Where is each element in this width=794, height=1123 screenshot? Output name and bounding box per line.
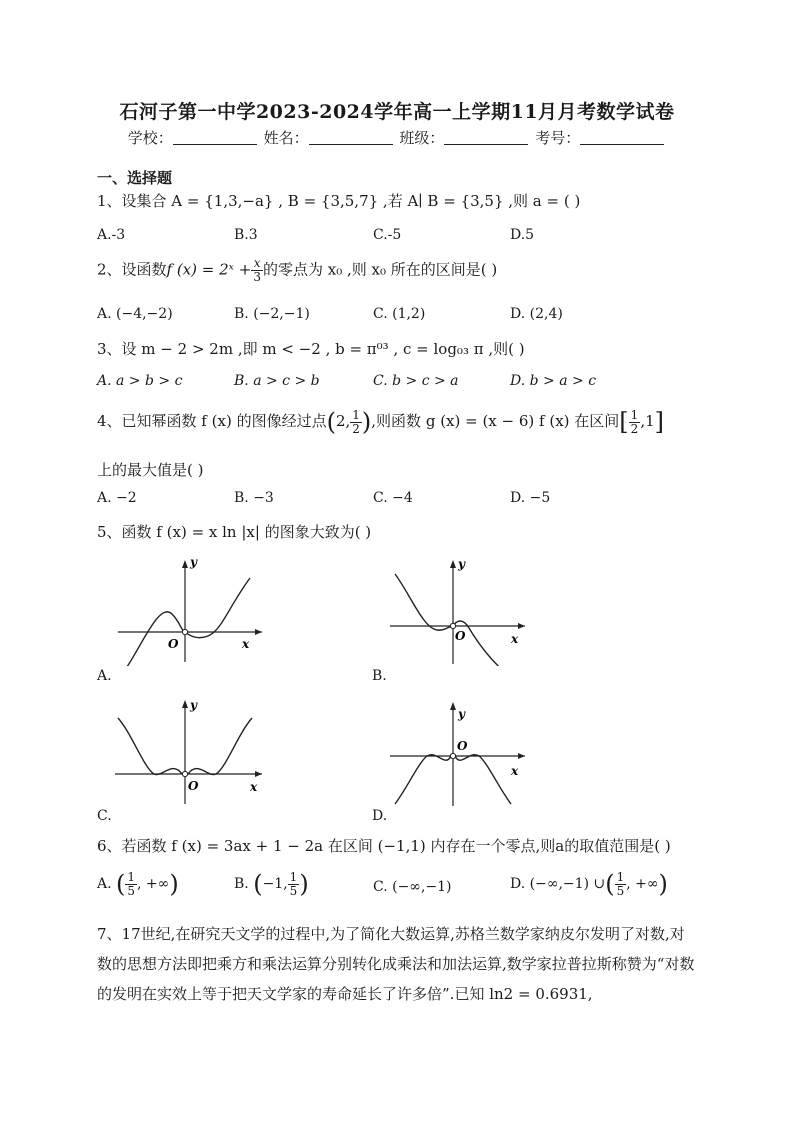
svg-text:y: y xyxy=(458,707,465,721)
section-heading: 一、选择题 xyxy=(97,169,173,187)
svg-text:O: O xyxy=(457,739,468,753)
q3-option-a: A. a > b > c xyxy=(97,373,183,389)
q1-option-d: D.5 xyxy=(510,227,535,243)
question-7: 7、17世纪,在研究天文学的过程中,为了简化大数运算,苏格兰数学家纳皮尔发明了对数,对数的思想方法即把乘方和乘法运算分别转化成乘法和加法运算,数学家拉普拉斯称赞为“对数的发明在实效上等于把天文学家的寿命延长了许多倍”.已知 ln2 = 0.6931, xyxy=(97,925,695,1003)
graph-b-label: B. xyxy=(372,668,387,684)
question-2: 2、设函数f (x) = 2ˣ + $\frac{x}{3}$ 的零点为 x₀ ,则 x₀ 所在的区间是( ) xyxy=(97,256,498,284)
graph-d xyxy=(385,698,545,808)
q1-option-b: B.3 xyxy=(234,227,258,243)
q6-option-b: B. (−1, $\frac{1}{5}$ ) xyxy=(234,869,309,898)
student-info-line xyxy=(0,127,794,148)
q4-option-d: D. −5 xyxy=(510,490,551,506)
q4-option-c: C. −4 xyxy=(373,490,413,506)
exam-number-label: 考号： xyxy=(535,129,581,147)
name-label: 姓名： xyxy=(263,129,309,147)
graph-a xyxy=(110,556,270,666)
svg-text:y: y xyxy=(458,557,465,571)
svg-text:y: y xyxy=(190,556,197,569)
svg-text:x: x xyxy=(511,632,519,646)
graph-c xyxy=(110,698,270,808)
graph-b xyxy=(385,556,545,666)
q4-option-b: B. −3 xyxy=(234,490,274,506)
svg-text:O: O xyxy=(188,779,199,793)
school-label: 学校： xyxy=(127,129,173,147)
class-blank[interactable] xyxy=(444,129,528,145)
page-title: 石河子第一中学2023-2024学年高一上学期11月月考数学试卷 xyxy=(119,101,675,123)
exam-number-blank[interactable] xyxy=(580,129,664,145)
question-1: 1、设集合 A = {1,3,−a} , B = {3,5,7} ,若 A∣ B = {3,5} ,则 a = ( ) xyxy=(97,192,581,210)
q3-option-b: B. a > c > b xyxy=(234,373,320,389)
question-4-line-2: 上的最大值是( ) xyxy=(97,461,204,479)
q1-option-a: A.-3 xyxy=(97,227,126,243)
graph-c-label: C. xyxy=(97,808,112,824)
svg-text:x: x xyxy=(511,764,519,778)
q3-option-d: D. b > a > c xyxy=(510,373,597,389)
question-3: 3、设 m − 2 > 2m ,即 m < −2 , b = π⁰³ , c = log₀₃ π ,则( ) xyxy=(97,340,525,358)
question-5: 5、函数 f (x) = x ln |x| 的图象大致为( ) xyxy=(97,523,372,541)
fraction-one-half: $\frac{1}{2}$ xyxy=(352,407,360,436)
fraction-one-half-interval: $\frac{1}{2}$ xyxy=(630,407,639,436)
q1-option-c: C.-5 xyxy=(373,227,402,243)
q6-option-d: D. (−∞,−1) ∪( $\frac{1}{5}$ , +∞) xyxy=(510,869,668,898)
question-4: 4、已知幂函数 f (x) 的图像经过点(2, $\frac{1}{2}$ ),则函数 g (x) = (x − 6) f (x) 在区间[ $\frac{1}{2}$ ,1] xyxy=(97,407,664,436)
fraction-x-over-3: $\frac{x}{3}$ xyxy=(253,256,261,284)
q2-option-c: C. (1,2) xyxy=(373,306,426,322)
graph-d-label: D. xyxy=(372,808,388,824)
q3-option-c: C. b > c > a xyxy=(373,373,459,389)
question-6: 6、若函数 f (x) = 3ax + 1 − 2a 在区间 (−1,1) 内存在一个零点,则a的取值范围是( ) xyxy=(97,837,671,855)
svg-text:O: O xyxy=(455,629,466,643)
q2-option-b: B. (−2,−1) xyxy=(234,306,310,322)
school-blank[interactable] xyxy=(173,129,257,145)
graph-a-label: A. xyxy=(97,668,112,684)
svg-text:x: x xyxy=(242,637,250,651)
svg-text:O: O xyxy=(168,637,179,651)
q2-option-d: D. (2,4) xyxy=(510,306,563,322)
svg-text:x: x xyxy=(250,780,258,794)
q6-option-c: C. (−∞,−1) xyxy=(373,879,452,895)
q6-option-a: A. ( $\frac{1}{5}$ , +∞) xyxy=(97,869,179,898)
name-blank[interactable] xyxy=(309,129,393,145)
svg-text:y: y xyxy=(190,698,197,712)
class-label: 班级： xyxy=(399,129,445,147)
q4-option-a: A. −2 xyxy=(97,490,137,506)
q2-option-a: A. (−4,−2) xyxy=(97,306,173,322)
